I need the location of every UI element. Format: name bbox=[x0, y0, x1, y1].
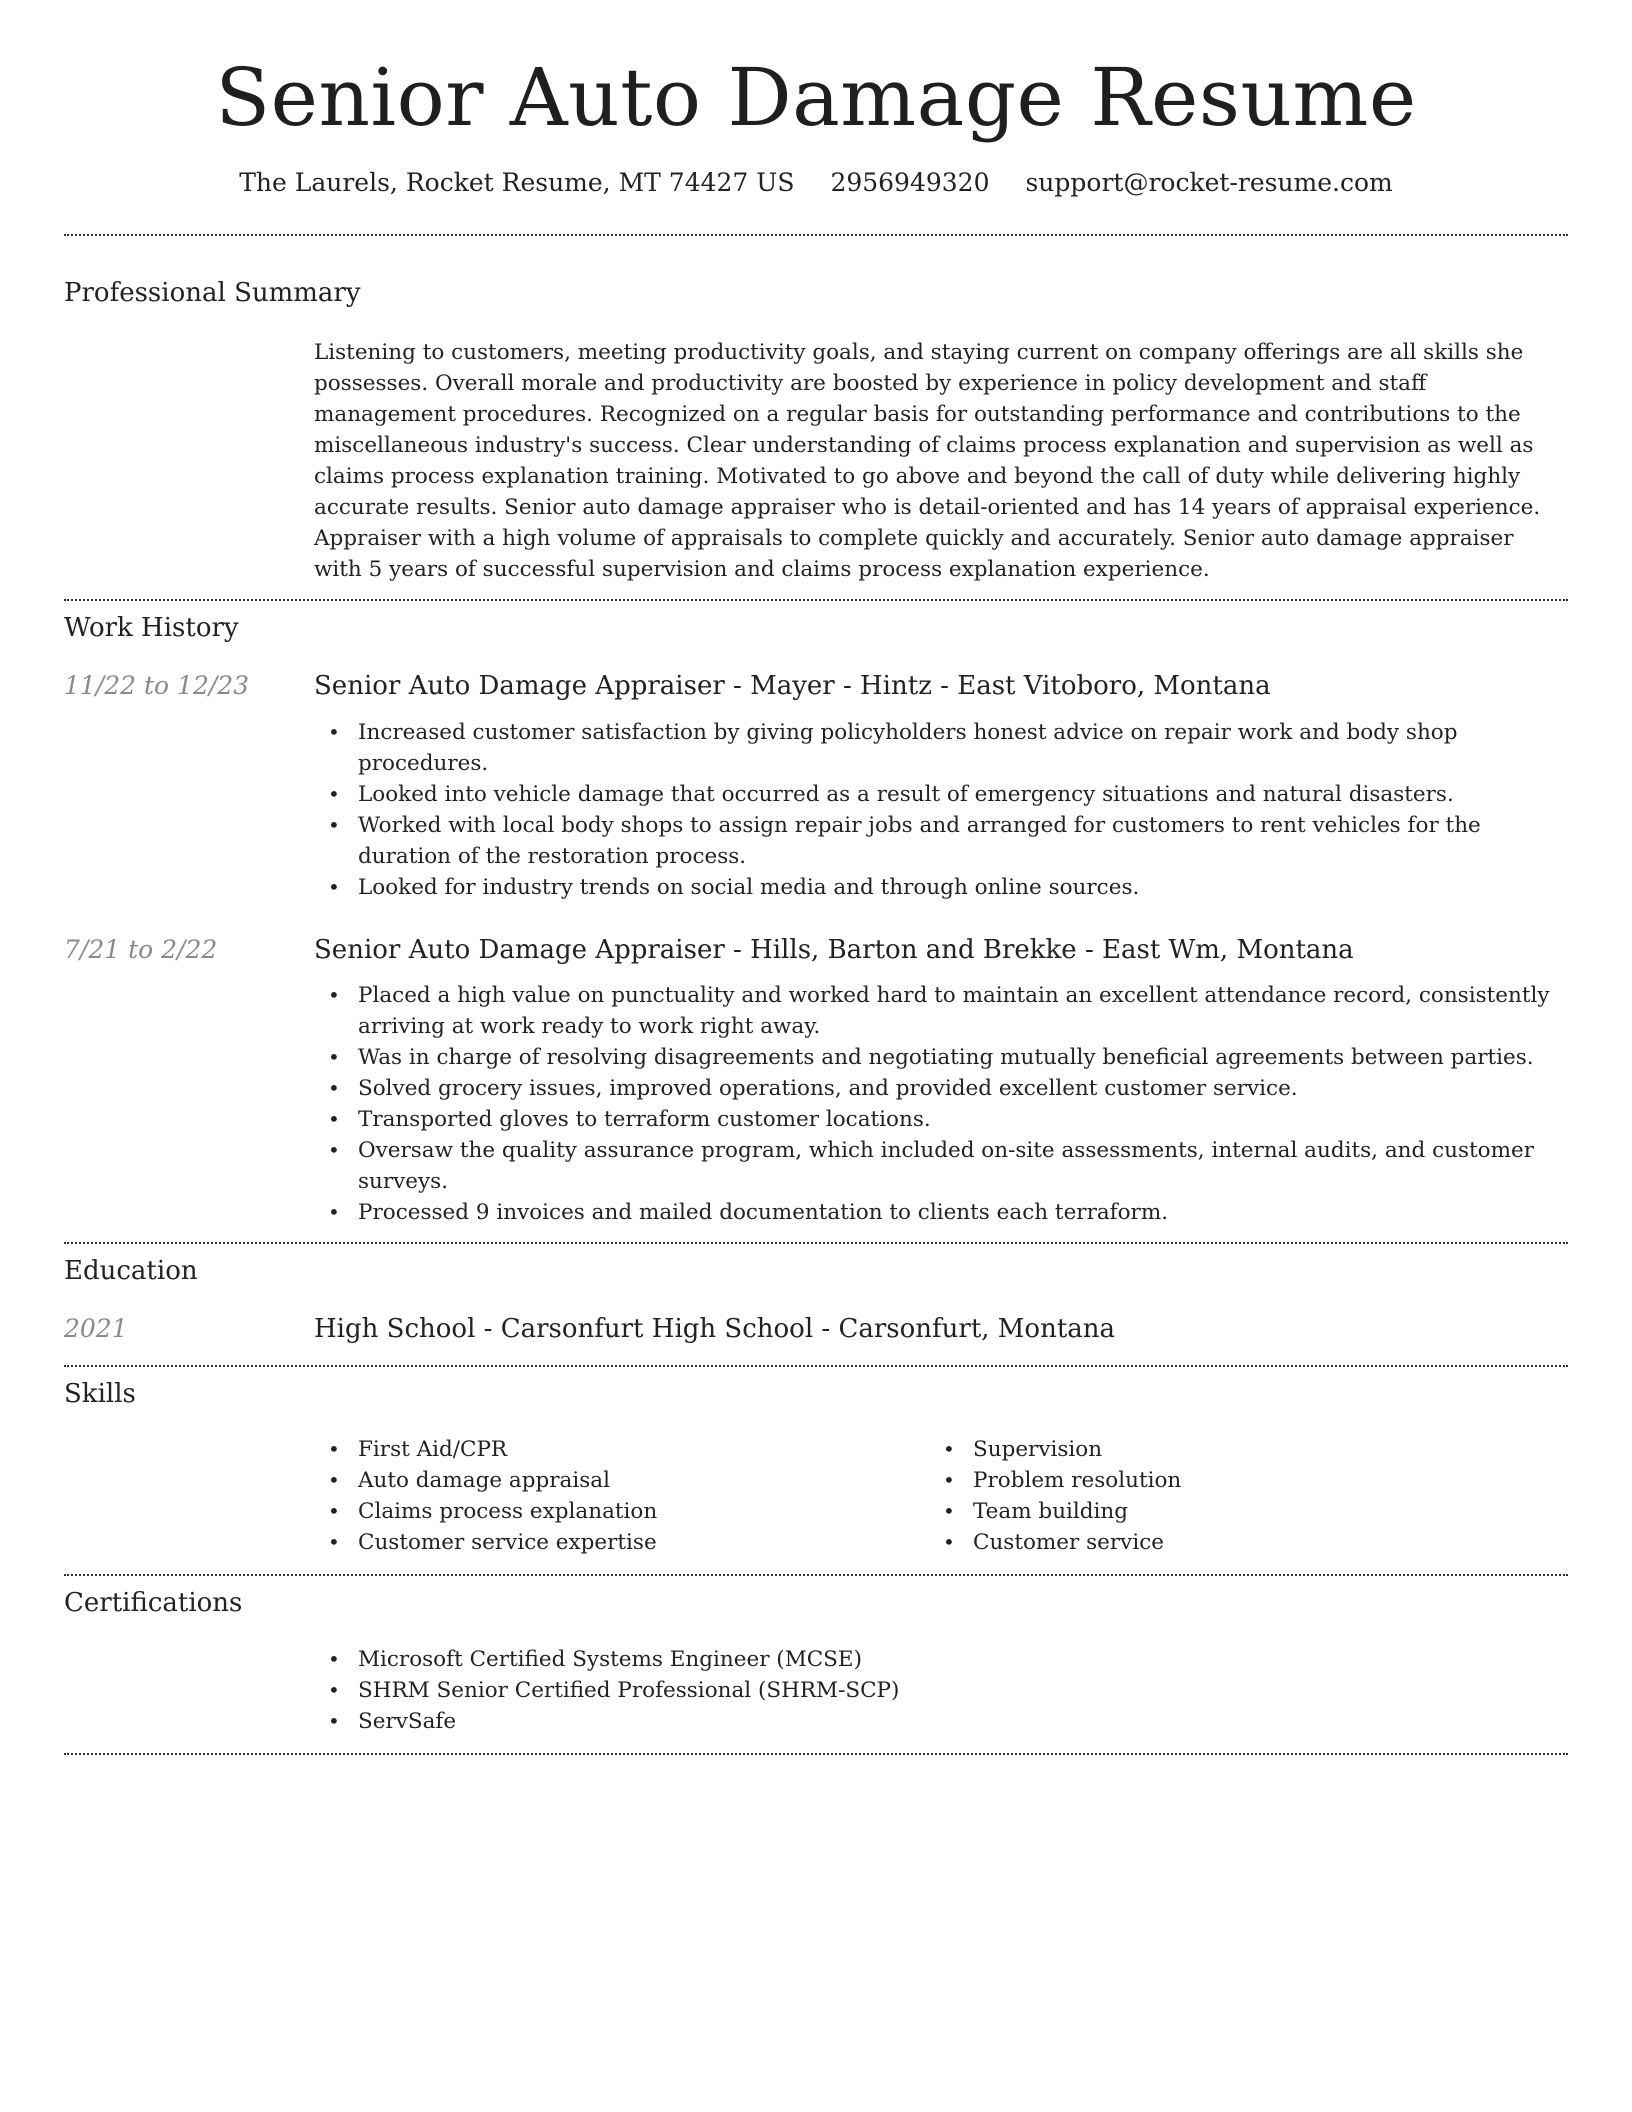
contact-email: support@rocket-resume.com bbox=[1025, 168, 1393, 197]
divider bbox=[64, 1242, 1568, 1244]
education-heading: Education bbox=[64, 1255, 198, 1286]
education-title: High School - Carsonfurt High School - Carsonfurt, Montana bbox=[314, 1313, 1116, 1344]
work-section bbox=[64, 613, 1568, 1228]
work-heading: Work History bbox=[64, 613, 239, 644]
list-item: • Oversaw the quality assurance program, which included on-site assessments, internal audits, and customer surveys. bbox=[314, 1135, 1568, 1197]
job-title: Senior Auto Damage Appraiser - Hills, Barton and Brekke - East Wm, Montana bbox=[314, 934, 1354, 965]
contact-line bbox=[64, 168, 1568, 198]
list-item: • Was in charge of resolving disagreements and negotiating mutually beneficial agreements between parties. bbox=[314, 1042, 1568, 1073]
divider bbox=[64, 1574, 1568, 1576]
certifications-list bbox=[314, 1644, 1568, 1737]
skills-section bbox=[64, 1379, 1568, 1558]
summary-heading: Professional Summary bbox=[64, 278, 361, 308]
divider bbox=[64, 599, 1568, 601]
list-item: • Supervision bbox=[929, 1434, 1544, 1465]
list-item: • Problem resolution bbox=[929, 1465, 1544, 1496]
skills-column-2 bbox=[929, 1434, 1544, 1558]
list-item: • Auto damage appraisal bbox=[314, 1465, 929, 1496]
list-item: • Microsoft Certified Systems Engineer (MCSE) bbox=[314, 1644, 1568, 1675]
list-item: • Solved grocery issues, improved operations, and provided excellent customer service. bbox=[314, 1073, 1568, 1104]
list-item: • Transported gloves to terraform customer locations. bbox=[314, 1104, 1568, 1135]
job-dates: 7/21 to 2/22 bbox=[64, 934, 218, 964]
list-item: • Claims process explanation bbox=[314, 1496, 929, 1527]
education-entry bbox=[64, 1314, 1568, 1345]
list-item: • Looked for industry trends on social media and through online sources. bbox=[314, 872, 1568, 903]
list-item: • Worked with local body shops to assign repair jobs and arranged for customers to rent vehicles for the duration of the restoration process. bbox=[314, 810, 1568, 872]
contact-phone: 2956949320 bbox=[830, 168, 990, 197]
job-dates: 11/22 to 12/23 bbox=[64, 671, 250, 701]
education-year: 2021 bbox=[64, 1313, 128, 1343]
list-item: • Customer service expertise bbox=[314, 1527, 929, 1558]
job-bullets bbox=[314, 980, 1568, 1228]
certifications-heading: Certifications bbox=[64, 1588, 243, 1619]
divider bbox=[64, 1365, 1568, 1367]
list-item: • SHRM Senior Certified Professional (SHRM-SCP) bbox=[314, 1675, 1568, 1706]
job-bullets bbox=[314, 717, 1568, 903]
list-item: • Looked into vehicle damage that occurred as a result of emergency situations and natural disasters. bbox=[314, 779, 1568, 810]
summary-section bbox=[64, 278, 1568, 585]
job-title: Senior Auto Damage Appraiser - Mayer - Hintz - East Vitoboro, Montana bbox=[314, 671, 1271, 702]
contact-address: The Laurels, Rocket Resume, MT 74427 US bbox=[239, 168, 795, 197]
summary-text: Listening to customers, meeting productivity goals, and staying current on company offerings are all skills she possesses. Overall morale and productivity are boosted by experience in policy development and staff management procedures. Recognized on a regular basis for outstanding performance and contributions to the miscellaneous industry's success. Clear understanding of claims process explanation and supervision as well as claims process explanation training. Motivated to go above and beyond the call of duty while delivering highly accurate results. Senior auto damage appraiser who is detail-oriented and has 14 years of appraisal experience. Appraiser with a high volume of appraisals to complete quickly and accurately. Senior auto damage appraiser with 5 years of successful supervision and claims process explanation experience. bbox=[314, 340, 1541, 583]
certifications-section bbox=[64, 1588, 1568, 1736]
list-item: • Processed 9 invoices and mailed documentation to clients each terraform. bbox=[314, 1197, 1568, 1228]
job-entry bbox=[64, 671, 1568, 902]
list-item: • Increased customer satisfaction by giving policyholders honest advice on repair work and body shop procedures. bbox=[314, 717, 1568, 779]
job-entry bbox=[64, 935, 1568, 1228]
list-item: • ServSafe bbox=[314, 1706, 1568, 1737]
resume-title: Senior Auto Damage Resume bbox=[215, 51, 1417, 144]
divider bbox=[64, 234, 1568, 236]
skills-column-1 bbox=[314, 1434, 929, 1558]
skills-heading: Skills bbox=[64, 1379, 136, 1410]
education-section bbox=[64, 1256, 1568, 1345]
list-item: • Placed a high value on punctuality and worked hard to maintain an excellent attendance record, consistently arriving at work ready to work right away. bbox=[314, 980, 1568, 1042]
list-item: • Customer service bbox=[929, 1527, 1544, 1558]
list-item: • First Aid/CPR bbox=[314, 1434, 929, 1465]
divider bbox=[64, 1753, 1568, 1755]
resume-page bbox=[64, 0, 1568, 1755]
list-item: • Team building bbox=[929, 1496, 1544, 1527]
